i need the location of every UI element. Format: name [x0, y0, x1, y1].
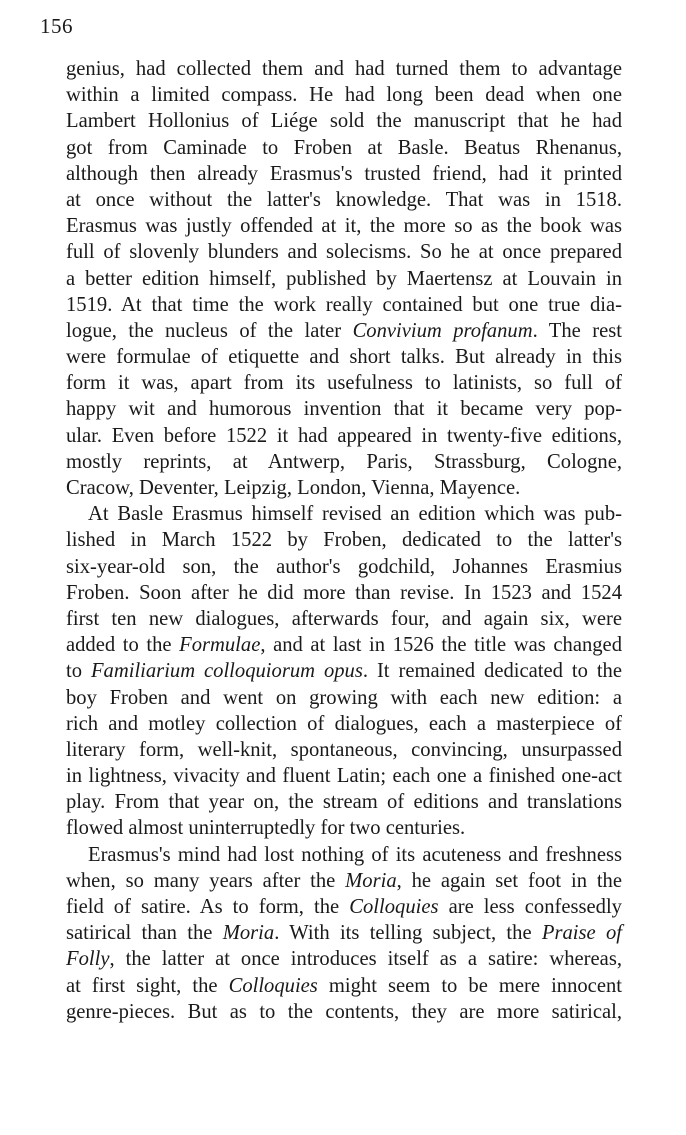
body-text: [66, 56, 622, 1025]
text-line: [66, 658, 622, 684]
text-run: added to the: [66, 634, 180, 657]
text-line: [66, 920, 622, 946]
page-number: 156: [40, 14, 73, 38]
text-line: [66, 344, 622, 370]
text-line: [66, 632, 622, 658]
text-line: [66, 449, 622, 475]
text-line: [66, 580, 622, 606]
text-run: to: [66, 660, 91, 683]
text-line: [66, 423, 622, 449]
text-line: [66, 606, 622, 632]
text-run: mostly reprints, at Antwerp, Paris, Strassburg, Cologne,: [66, 450, 622, 473]
text-run: satirical than the: [66, 922, 223, 945]
text-run: field of satire. As to form, the: [66, 896, 350, 918]
text-line: [66, 161, 622, 187]
text-line: [66, 501, 622, 527]
text-run: first ten new dialogues, afterwards four, and again six, were: [66, 607, 622, 630]
text-line: [66, 292, 622, 318]
text-line: [66, 239, 622, 265]
italic-text: Colloquies: [349, 896, 439, 918]
text-run: , the latter at once introduces itself as a satire: whereas,: [109, 948, 622, 971]
text-line: [66, 999, 622, 1025]
text-run: At Basle Erasmus himself revised an edition which was pub-: [88, 503, 622, 526]
text-run: were formulae of etiquette and short talks. But already in this: [66, 346, 622, 369]
text-line: [66, 685, 622, 711]
text-run: in lightness, vivacity and fluent Latin; each one a finished one-act: [66, 765, 622, 788]
italic-text: Folly: [66, 948, 110, 971]
text-line: [66, 527, 622, 553]
text-run: genre-pieces. But as to the contents, they are more satirical,: [66, 1000, 622, 1023]
text-run: . It remained dedicated to the: [362, 660, 622, 683]
text-run: play. From that year on, the stream of editions and translations: [66, 791, 622, 814]
text-run: form it was, apart from its usefulness to latinists, so full of: [66, 372, 622, 395]
text-line: [66, 868, 622, 894]
text-run: boy Froben and went on growing with each new edition: a: [66, 686, 622, 709]
text-run: might seem to be mere innocent: [317, 974, 622, 997]
text-run: six-year-old son, the author's godchild, Johannes Erasmius: [66, 555, 622, 578]
text-line: [66, 763, 622, 789]
text-line: [66, 56, 622, 82]
text-run: at first sight, the: [66, 974, 229, 997]
italic-text: Colloquies: [228, 974, 318, 997]
text-run: got from Caminade to Froben at Basle. Beatus Rhenanus,: [66, 136, 622, 159]
text-line: [66, 266, 622, 292]
text-line: [66, 396, 622, 422]
italic-text: Moria: [222, 922, 275, 945]
text-run: 1519. At that time the work really contained but one true dia-: [66, 293, 622, 316]
text-run: when, so many years after the: [66, 869, 346, 892]
text-line: [66, 318, 622, 344]
text-run: Erasmus's mind had lost nothing of its acuteness and freshness: [88, 843, 622, 866]
text-run: happy wit and humorous invention that it became very pop-: [66, 398, 622, 421]
text-run: logue, the nucleus of the later: [66, 319, 353, 342]
italic-text: Praise of: [541, 922, 622, 945]
text-run: rich and motley collection of dialogues, each a masterpiece of: [66, 712, 622, 735]
text-line: [66, 842, 622, 868]
text-run: , and at last in 1526 the title was changed: [260, 634, 622, 657]
text-line: [66, 370, 622, 396]
text-line: [66, 711, 622, 737]
text-run: genius, had collected them and had turned them to advantage: [66, 58, 622, 80]
text-run: within a limited compass. He had long been dead when one: [66, 84, 622, 107]
text-run: . The rest: [532, 319, 622, 342]
text-run: full of slovenly blunders and solecisms. So he at once prepared: [66, 241, 622, 264]
text-run: Froben. Soon after he did more than revise. In 1523 and 1524: [66, 581, 622, 604]
text-run: Lambert Hollonius of Liége sold the manuscript that he had: [66, 110, 622, 133]
italic-text: Convivium profanum: [352, 319, 533, 342]
text-run: are less confessedly: [438, 896, 622, 918]
text-line: [66, 946, 622, 972]
text-run: although then already Erasmus's trusted friend, had it printed: [66, 162, 622, 185]
text-line: [66, 82, 622, 108]
text-run: literary form, well-knit, spontaneous, convincing, unsurpassed: [66, 738, 622, 761]
text-run: a better edition himself, published by Maertensz at Louvain in: [66, 267, 622, 290]
text-line: [66, 475, 622, 501]
text-line: [66, 135, 622, 161]
text-run: . With its telling subject, the: [274, 922, 542, 945]
text-run: Cracow, Deventer, Leipzig, London, Vienna, Mayence.: [66, 477, 521, 499]
italic-text: Familiarium colloquiorum opus: [90, 660, 363, 683]
text-run: lished in March 1522 by Froben, dedicated to the latter's: [66, 529, 622, 552]
text-line: [66, 187, 622, 213]
text-run: , he again set foot in the: [396, 869, 622, 892]
text-line: [66, 789, 622, 815]
text-line: [66, 737, 622, 763]
text-line: [66, 108, 622, 134]
italic-text: Formulae: [179, 634, 261, 657]
text-line: [66, 815, 622, 841]
text-run: ular. Even before 1522 it had appeared in twenty-five editions,: [66, 424, 622, 447]
text-line: [66, 554, 622, 580]
text-run: flowed almost uninterruptedly for two centuries.: [66, 817, 466, 840]
text-line: [66, 213, 622, 239]
text-run: at once without the latter's knowledge. That was in 1518.: [66, 188, 622, 211]
text-line: [66, 894, 622, 920]
text-line: [66, 973, 622, 999]
italic-text: Moria: [345, 869, 397, 892]
text-run: Erasmus was justly offended at it, the more so as the book was: [66, 215, 622, 238]
